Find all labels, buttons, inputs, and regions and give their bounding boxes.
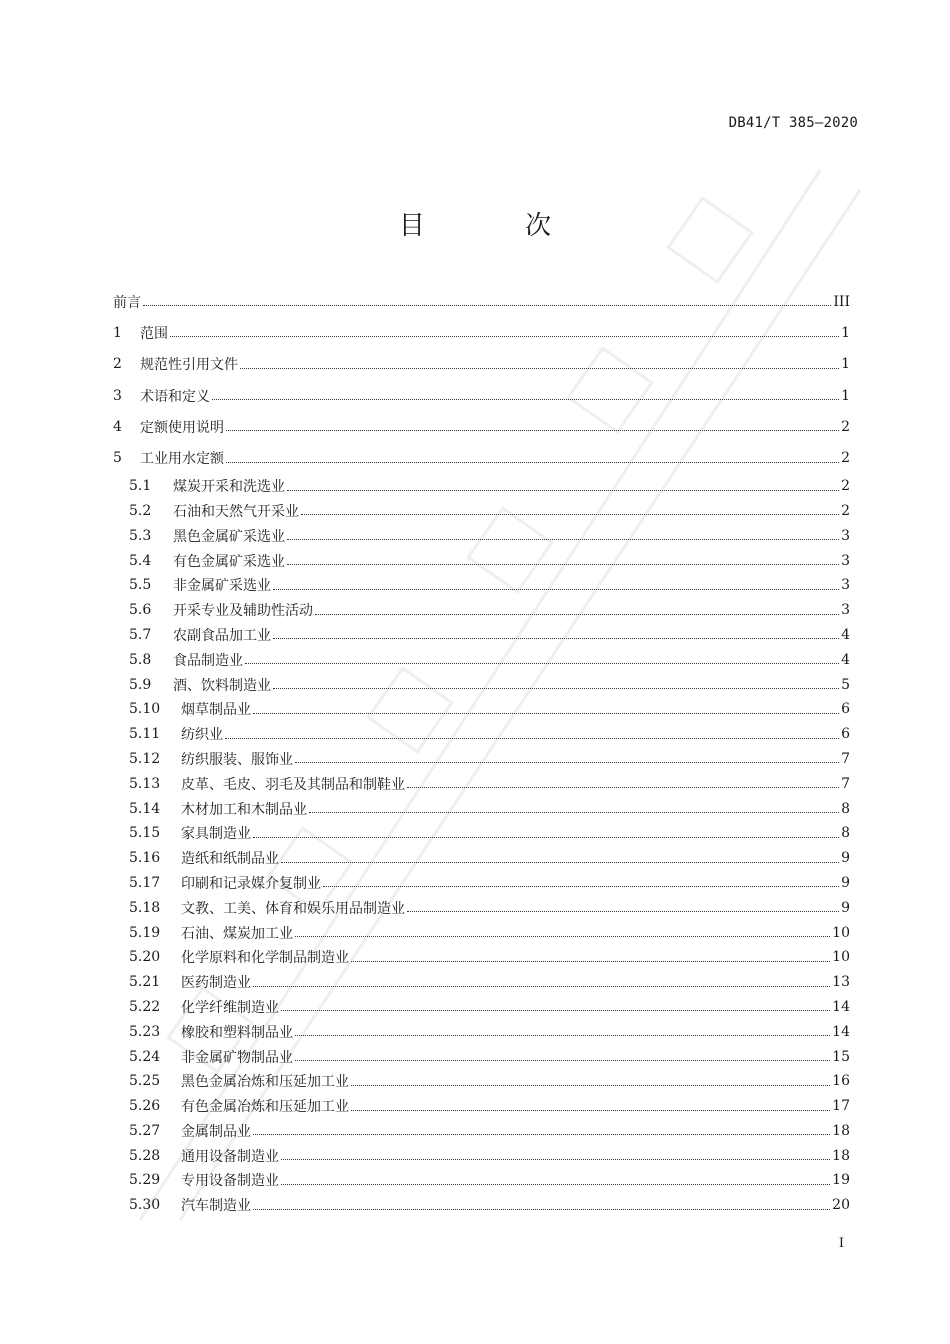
toc-entry-page: 20 (832, 1197, 850, 1214)
toc-dot-leader (212, 399, 839, 400)
toc-entry[interactable] (113, 380, 850, 411)
toc-entry-page: 13 (832, 974, 850, 991)
toc-entry[interactable] (113, 1168, 850, 1193)
toc-entry-page: 3 (841, 527, 850, 544)
toc-entry-label: 术语和定义 (140, 388, 210, 405)
toc-entry-page: 10 (832, 924, 850, 941)
toc-entry-number: 5.11 (129, 726, 161, 743)
toc-entry-page: 3 (841, 577, 850, 594)
toc-entry-page: 14 (832, 1023, 850, 1040)
toc-entry-label: 工业用水定额 (140, 451, 224, 468)
toc-entry[interactable] (113, 771, 850, 796)
toc-dot-leader (351, 961, 830, 962)
toc-entry-page: 6 (841, 701, 850, 718)
toc-entry-number: 1 (113, 324, 122, 341)
toc-entry-page: 7 (841, 775, 850, 792)
toc-dot-leader (295, 1035, 830, 1036)
toc-entry-label: 前言 (113, 294, 141, 311)
toc-dot-leader (170, 336, 839, 337)
toc-entry-page: 1 (841, 324, 850, 341)
toc-entry-page: 2 (841, 502, 850, 519)
toc-entry[interactable] (113, 598, 850, 623)
toc-dot-leader (287, 564, 839, 565)
toc-entry-label: 定额使用说明 (140, 419, 224, 436)
toc-entry-page: 18 (832, 1147, 850, 1164)
toc-entry-page: 19 (832, 1172, 850, 1189)
toc-dot-leader (351, 1110, 830, 1111)
toc-entry-number: 5.12 (129, 750, 161, 767)
toc-entry-page: 5 (841, 676, 850, 693)
toc-entry[interactable] (113, 548, 850, 573)
toc-entry-page: 15 (832, 1048, 850, 1065)
toc-entry-label: 石油、煤炭加工业 (181, 925, 293, 942)
toc-entry-number: 5.23 (129, 1023, 161, 1040)
toc-entry[interactable] (113, 442, 850, 473)
toc-entry-label: 医药制造业 (181, 975, 251, 992)
toc-dot-leader (295, 762, 839, 763)
toc-entry[interactable] (113, 349, 850, 380)
toc-dot-leader (226, 430, 839, 431)
toc-entry-label: 金属制品业 (181, 1123, 251, 1140)
toc-entry-number: 5.17 (129, 874, 161, 891)
toc-entry[interactable] (113, 623, 850, 648)
toc-entry-number: 5.29 (129, 1172, 161, 1189)
toc-entry-label: 石油和天然气开采业 (173, 503, 299, 520)
toc-entry-number: 5.22 (129, 998, 161, 1015)
toc-dot-leader (281, 1010, 830, 1011)
toc-entry[interactable] (113, 1044, 850, 1069)
toc-entry[interactable] (113, 1119, 850, 1144)
toc-dot-leader (407, 787, 839, 788)
toc-entry-number: 5.18 (129, 899, 161, 916)
toc-dot-leader (323, 886, 839, 887)
toc-entry[interactable] (113, 697, 850, 722)
toc-entry[interactable] (113, 672, 850, 697)
toc-entry-label: 煤炭开采和洗选业 (173, 479, 285, 496)
toc-entry-number: 5.26 (129, 1098, 161, 1115)
toc-entry-page: 3 (841, 552, 850, 569)
toc-entry-number: 4 (113, 418, 122, 435)
toc-dot-leader (281, 1159, 830, 1160)
toc-entry-page: 4 (841, 651, 850, 668)
toc-entry[interactable] (113, 1193, 850, 1218)
toc-dot-leader (273, 688, 839, 689)
toc-dot-leader (287, 539, 839, 540)
toc-entry-page: 4 (841, 626, 850, 643)
toc-dot-leader (226, 462, 839, 463)
toc-entry-page: 9 (841, 899, 850, 916)
toc-entry-page: 2 (841, 450, 850, 467)
toc-entry-number: 5.28 (129, 1147, 161, 1164)
toc-entry-label: 农副食品加工业 (173, 627, 271, 644)
toc-entry-page: 6 (841, 726, 850, 743)
toc-entry[interactable] (113, 895, 850, 920)
toc-entry-number: 3 (113, 387, 122, 404)
toc-entry[interactable] (113, 647, 850, 672)
toc-entry-label: 有色金属冶炼和压延加工业 (181, 1099, 349, 1116)
toc-entry[interactable] (113, 286, 850, 317)
toc-entry[interactable] (113, 411, 850, 442)
toc-entry-number: 5.24 (129, 1048, 161, 1065)
toc-dot-leader (315, 614, 839, 615)
toc-entry-number: 5.25 (129, 1073, 161, 1090)
toc-entry-page: 1 (841, 356, 850, 373)
toc-dot-leader (287, 490, 839, 491)
table-of-contents (113, 286, 850, 1218)
toc-dot-leader (301, 514, 839, 515)
toc-dot-leader (295, 936, 830, 937)
toc-entry[interactable] (113, 747, 850, 772)
toc-entry-page: 8 (841, 800, 850, 817)
toc-entry-label: 黑色金属冶炼和压延加工业 (181, 1074, 349, 1091)
toc-entry-label: 酒、饮料制造业 (173, 677, 271, 694)
toc-entry-number: 5.21 (129, 974, 161, 991)
toc-dot-leader (240, 368, 839, 369)
toc-entry-label: 文教、工美、体育和娱乐用品制造业 (181, 900, 405, 917)
toc-entry-label: 家具制造业 (181, 826, 251, 843)
toc-entry-page: 7 (841, 750, 850, 767)
toc-entry-label: 造纸和纸制品业 (181, 851, 279, 868)
toc-entry[interactable] (113, 474, 850, 499)
toc-entry-label: 化学原料和化学制品制造业 (181, 950, 349, 967)
toc-entry-number: 5.6 (129, 602, 152, 619)
document-code: DB41/T 385—2020 (728, 115, 858, 131)
toc-entry-number: 5.14 (129, 800, 161, 817)
toc-entry[interactable] (113, 796, 850, 821)
toc-entry-page: 2 (841, 418, 850, 435)
toc-entry-label: 橡胶和塑料制品业 (181, 1024, 293, 1041)
toc-entry-label: 印刷和记录媒介复制业 (181, 875, 321, 892)
toc-entry-number: 5.19 (129, 924, 161, 941)
toc-entry-number: 5.4 (129, 552, 152, 569)
toc-dot-leader (225, 738, 839, 739)
toc-entry[interactable] (113, 1019, 850, 1044)
toc-entry-page: 9 (841, 874, 850, 891)
toc-dot-leader (253, 837, 839, 838)
toc-entry-page: 8 (841, 825, 850, 842)
toc-entry-number: 5.27 (129, 1122, 161, 1139)
toc-dot-leader (143, 305, 831, 306)
toc-entry[interactable] (113, 970, 850, 995)
toc-entry[interactable] (113, 499, 850, 524)
toc-entry-page: 18 (832, 1122, 850, 1139)
toc-entry[interactable] (113, 1143, 850, 1168)
toc-entry[interactable] (113, 573, 850, 598)
toc-entry[interactable] (113, 995, 850, 1020)
toc-entry-label: 烟草制品业 (181, 702, 251, 719)
page-number: I (838, 1236, 844, 1251)
toc-entry-page: 10 (832, 949, 850, 966)
toc-entry-number: 5.7 (129, 626, 152, 643)
toc-entry-label: 通用设备制造业 (181, 1148, 279, 1165)
toc-entry-page: 1 (841, 387, 850, 404)
toc-entry[interactable] (113, 1094, 850, 1119)
toc-entry-number: 5.3 (129, 527, 152, 544)
toc-dot-leader (253, 713, 839, 714)
toc-entry[interactable] (113, 722, 850, 747)
toc-entry-label: 皮革、毛皮、羽毛及其制品和制鞋业 (181, 776, 405, 793)
toc-entry-number: 5.1 (129, 478, 152, 495)
toc-entry-label: 专用设备制造业 (181, 1173, 279, 1190)
toc-entry-label: 有色金属矿采选业 (173, 553, 285, 570)
toc-entry-number: 5.13 (129, 775, 161, 792)
toc-entry-number: 5.2 (129, 502, 152, 519)
toc-entry-number: 5.8 (129, 651, 152, 668)
toc-entry-number: 5.16 (129, 850, 161, 867)
toc-entry-number: 2 (113, 356, 122, 373)
toc-dot-leader (281, 862, 839, 863)
toc-entry[interactable] (113, 821, 850, 846)
toc-entry-label: 范围 (140, 325, 168, 342)
toc-entry-page: 14 (832, 998, 850, 1015)
toc-entry-label: 木材加工和木制品业 (181, 801, 307, 818)
toc-entry-page: 2 (841, 478, 850, 495)
toc-entry-label: 黑色金属矿采选业 (173, 528, 285, 545)
toc-dot-leader (253, 1209, 830, 1210)
toc-dot-leader (295, 1060, 830, 1061)
toc-entry[interactable] (113, 945, 850, 970)
toc-entry-number: 5.15 (129, 825, 161, 842)
toc-entry-label: 纺织服装、服饰业 (181, 751, 293, 768)
toc-entry[interactable] (113, 1069, 850, 1094)
toc-entry-number: 5.20 (129, 949, 161, 966)
toc-entry[interactable] (113, 317, 850, 348)
toc-entry-label: 开采专业及辅助性活动 (173, 603, 313, 620)
toc-entry-number: 5.5 (129, 577, 152, 594)
toc-dot-leader (273, 638, 839, 639)
toc-entry-label: 食品制造业 (173, 652, 243, 669)
toc-dot-leader (253, 1134, 830, 1135)
toc-entry[interactable] (113, 920, 850, 945)
toc-entry-number: 5 (113, 450, 122, 467)
toc-dot-leader (407, 911, 839, 912)
toc-entry-page: 9 (841, 850, 850, 867)
toc-entry[interactable] (113, 846, 850, 871)
toc-entry-label: 纺织业 (181, 727, 223, 744)
toc-entry-page: 3 (841, 602, 850, 619)
toc-entry-page: 17 (832, 1098, 850, 1115)
toc-entry[interactable] (113, 523, 850, 548)
toc-entry[interactable] (113, 871, 850, 896)
toc-dot-leader (351, 1085, 830, 1086)
toc-dot-leader (253, 986, 830, 987)
toc-entry-number: 5.10 (129, 701, 161, 718)
toc-dot-leader (281, 1184, 830, 1185)
toc-entry-label: 规范性引用文件 (140, 357, 238, 374)
toc-entry-number: 5.9 (129, 676, 152, 693)
toc-dot-leader (273, 589, 839, 590)
toc-entry-page: 16 (832, 1073, 850, 1090)
toc-entry-label: 非金属矿采选业 (173, 578, 271, 595)
toc-entry-label: 汽车制造业 (181, 1198, 251, 1215)
toc-dot-leader (245, 663, 839, 664)
toc-entry-label: 非金属矿物制品业 (181, 1049, 293, 1066)
toc-dot-leader (309, 812, 839, 813)
toc-entry-page: III (833, 293, 850, 310)
toc-entry-number: 5.30 (129, 1197, 161, 1214)
toc-entry-label: 化学纤维制造业 (181, 999, 279, 1016)
page-title: 目 次 (398, 211, 598, 241)
